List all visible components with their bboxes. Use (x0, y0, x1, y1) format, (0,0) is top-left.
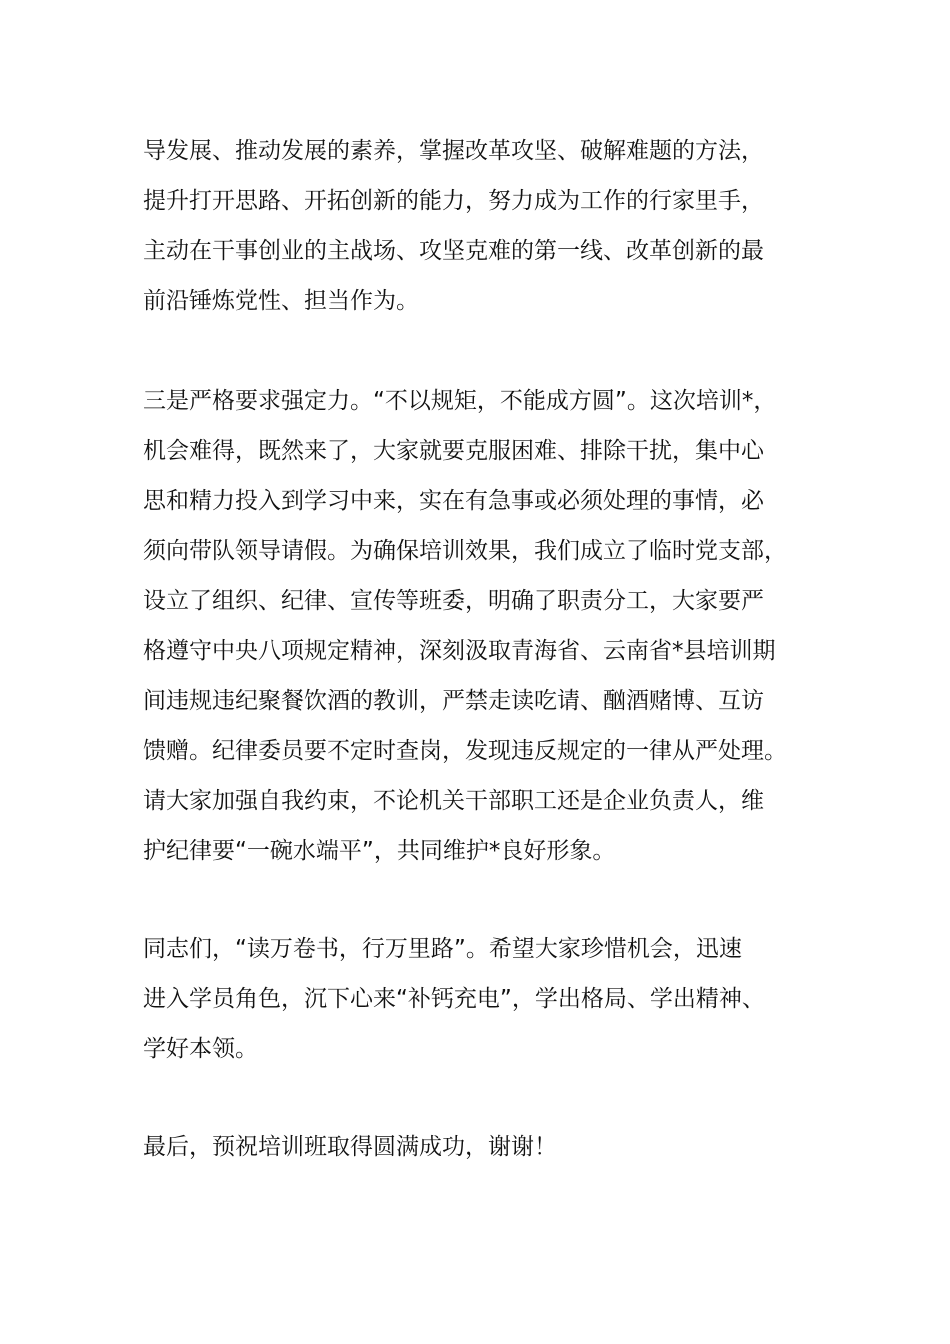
paragraph-2 (143, 376, 833, 876)
text-line: 最后，预祝培训班取得圆满成功，谢谢！ (143, 1134, 557, 1160)
text-line: 三是严格要求强定力。“不以规矩，不能成方圆”。这次培训*， (143, 388, 777, 414)
text-line: 设立了组织、纪律、宣传等班委，明确了职责分工，大家要严 (143, 588, 764, 614)
text-line: 导发展、推动发展的素养，掌握改革攻坚、破解难题的方法， (143, 138, 764, 164)
text-line: 主动在干事创业的主战场、攻坚克难的第一线、改革创新的最 (143, 238, 764, 264)
text-line: 护纪律要“一碗水端平”，共同维护*良好形象。 (143, 838, 616, 864)
paragraph-3 (143, 924, 833, 1074)
paragraph-4 (143, 1122, 833, 1172)
text-line: 机会难得，既然来了，大家就要克服困难、排除干扰，集中心 (143, 438, 764, 464)
text-line: 馈赠。纪律委员要不定时查岗，发现违反规定的一律从严处理。 (143, 738, 787, 764)
text-line: 学好本领。 (143, 1036, 258, 1062)
text-line: 须向带队领导请假。为确保培训效果，我们成立了临时党支部， (143, 538, 787, 564)
paragraph-1 (143, 126, 833, 326)
text-line: 提升打开思路、开拓创新的能力，努力成为工作的行家里手， (143, 188, 764, 214)
text-line: 格遵守中央八项规定精神，深刻汲取青海省、云南省*县培训期 (143, 638, 776, 664)
text-line: 间违规违纪聚餐饮酒的教训，严禁走读吃请、酗酒赌博、互访 (143, 688, 764, 714)
text-line: 进入学员角色，沉下心来“补钙充电”，学出格局、学出精神、 (143, 986, 765, 1012)
text-line: 请大家加强自我约束，不论机关干部职工还是企业负责人，维 (143, 788, 764, 814)
text-line: 同志们，“读万卷书，行万里路”。希望大家珍惜机会，迅速 (143, 936, 742, 962)
text-line: 思和精力投入到学习中来，实在有急事或必须处理的事情，必 (143, 488, 764, 514)
text-line: 前沿锤炼党性、担当作为。 (143, 288, 419, 314)
